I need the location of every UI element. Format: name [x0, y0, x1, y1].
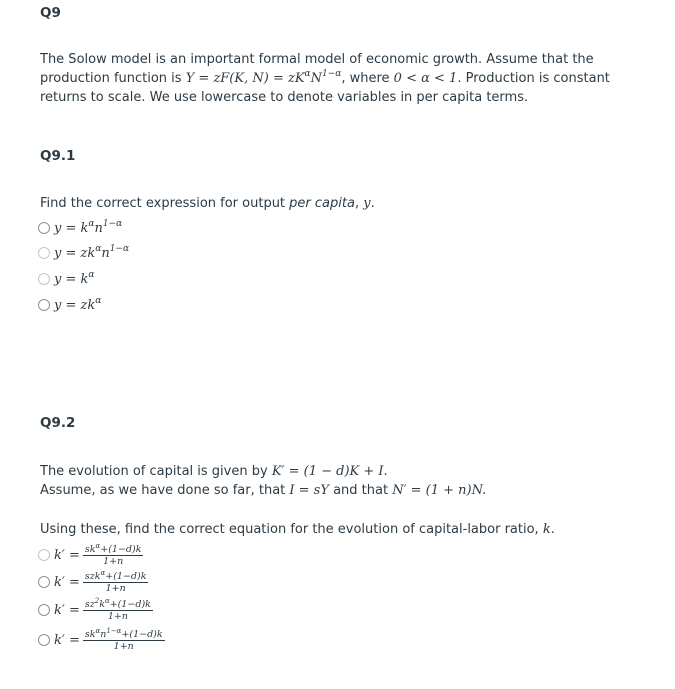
q9-2-option-2[interactable] — [38, 570, 148, 594]
q9-2-option-3[interactable] — [38, 598, 153, 622]
option-lhs: k′ = — [54, 632, 80, 648]
question-heading-q9: Q9 — [40, 5, 61, 21]
q9-2-option-4[interactable] — [38, 627, 165, 653]
q9-1-option-1[interactable] — [38, 218, 122, 238]
q9-production-function: Y = zF(K, $N) = zK^\alpha N^{1-\alpha}$ — [185, 69, 342, 86]
q9-1-per-capita: per capita — [289, 196, 355, 211]
q9-intro-text-3: . Production is constant returns to scale. We use lowercase to denote variables in per capita terms. — [40, 71, 610, 105]
radio-button[interactable] — [38, 604, 50, 616]
option-math: $y = zk^\alpha$ — [54, 295, 102, 313]
option-math: $y = k^\alpha n^{1-\alpha}$ — [54, 218, 123, 236]
radio-button[interactable] — [38, 299, 50, 311]
capital-evolution-equation: K′ = (1 − d)K + I. — [271, 464, 388, 479]
radio-button[interactable] — [38, 549, 50, 561]
radio-button[interactable] — [38, 634, 50, 646]
question-heading-q9-2: Q9.2 — [40, 415, 76, 431]
q9-1-prompt: Find the correct expression for output per capita, y. — [40, 196, 375, 211]
option-fraction: $\frac{sk^\alpha n^{1-\alpha}+(1-d)k}{1+n}$ — [84, 626, 163, 652]
q9-1-option-3[interactable] — [38, 269, 94, 289]
option-lhs: k′ = — [54, 547, 80, 563]
radio-button[interactable] — [38, 247, 50, 259]
option-fraction: $\frac{sz^2k^\alpha+(1-d)k}{1+n}$ — [84, 596, 151, 622]
q9-2-capital-evolution: The evolution of capital is given by K′ = (1 − d)K + I. — [40, 464, 388, 479]
question-heading-q9-1: Q9.1 — [40, 148, 76, 164]
q9-intro-text-1: The Solow model is an important formal model of economic growth. Assume that the production function is — [40, 52, 594, 86]
option-math: $y = k^\alpha$ — [54, 269, 95, 287]
q9-2-prompt: Using these, find the correct equation for the evolution of capital-labor ratio, k. — [40, 522, 555, 537]
radio-button[interactable] — [38, 273, 50, 285]
radio-button[interactable] — [38, 222, 50, 234]
q9-alpha-range: 0 < α < 1 — [393, 71, 458, 86]
option-fraction: $\frac{szk^\alpha+(1-d)k}{1+n}$ — [84, 568, 147, 594]
option-lhs: k′ = — [54, 602, 80, 618]
radio-button[interactable] — [38, 576, 50, 588]
q9-2-option-1[interactable] — [38, 543, 143, 567]
q9-intro-text-2: , where — [341, 71, 394, 86]
q9-1-option-4[interactable] — [38, 295, 101, 315]
q9-1-option-2[interactable] — [38, 243, 129, 263]
option-math: $y = zk^\alpha n^{1-\alpha}$ — [54, 243, 130, 261]
option-lhs: k′ = — [54, 574, 80, 590]
q9-2-assumptions: Assume, as we have done so far, that I = sY and that N′ = (1 + n)N. — [40, 483, 487, 498]
option-fraction: $\frac{sk^\alpha+(1-d)k}{1+n}$ — [84, 541, 142, 567]
q9-intro-paragraph — [40, 50, 640, 107]
